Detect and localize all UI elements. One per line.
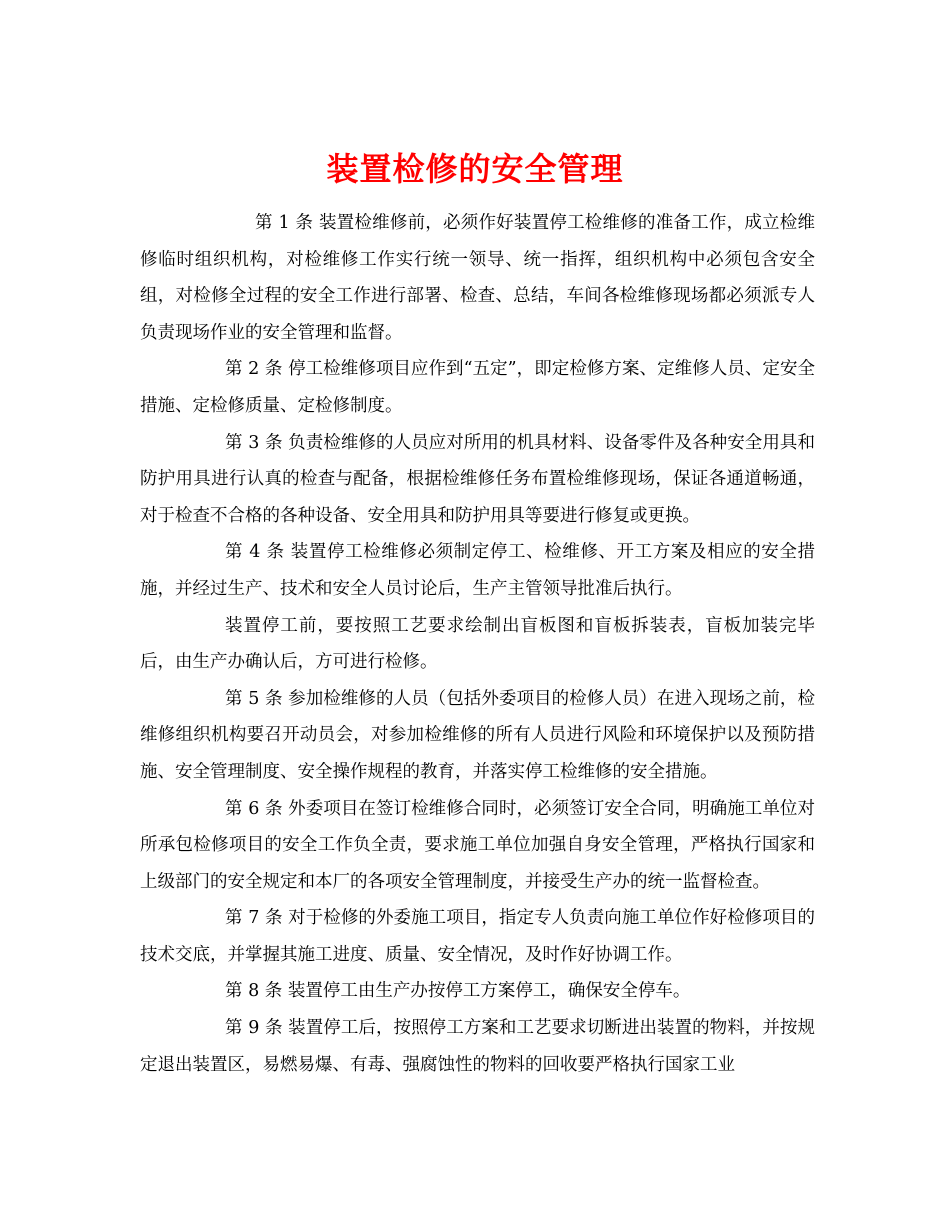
paragraph-article-8: 第 8 条 装置停工由生产办按停工方案停工，确保安全停车。 [225,981,691,1002]
paragraph-article-7: 第 7 条 对于检修的外委施工项目，指定专人负责向施工单位作好检修项目的技术交底，并掌握其施工进度、质量、安全情况，及时作好协调工作。 [140,908,815,965]
document-title: 装置检修的安全管理 [326,150,624,189]
paragraph-article-3: 第 3 条 负责检维修的人员应对所用的机具材料、设备零件及各种安全用具和防护用具进行认真的检查与配备，根据检维修任务布置检维修现场，保证各通道畅通，对于检查不合格的各种设备、安全用具和防护用具等要进行修复或更换。 [140,432,815,526]
document-body [140,205,815,1083]
paragraph-article-2: 第 2 条 停工检维修项目应作到“五定”，即定检修方案、定维修人员、定安全措施、定检修质量、定检修制度。 [140,359,815,416]
paragraph-article-1: 第 1 条 装置检维修前，必须作好装置停工检维修的准备工作，成立检维修临时组织机构，对检维修工作实行统一领导、统一指挥，组织机构中必须包含安全组，对检修全过程的安全工作进行部署、检查、总结，车间各检维修现场都必须派专人负责现场作业的安全管理和监督。 [140,213,815,343]
paragraph-article-4: 第 4 条 装置停工检维修必须制定停工、检维修、开工方案及相应的安全措施，并经过生产、技术和安全人员讨论后，生产主管领导批准后执行。 [140,542,815,599]
paragraph-article-6: 第 6 条 外委项目在签订检维修合同时，必须签订安全合同，明确施工单位对所承包检修项目的安全工作负全责，要求施工单位加强自身安全管理，严格执行国家和上级部门的安全规定和本厂的各项安全管理制度，并接受生产办的统一监督检查。 [140,798,815,892]
paragraph-article-5: 第 5 条 参加检维修的人员（包括外委项目的检修人员）在进入现场之前，检维修组织机构要召开动员会，对参加检维修的所有人员进行风险和环境保护以及预防措施、安全管理制度、安全操作规程的教育，并落实停工检维修的安全措施。 [140,688,815,782]
paragraph-article-9: 第 9 条 装置停工后，按照停工方案和工艺要求切断进出装置的物料，并按规定退出装置区，易燃易爆、有毒、强腐蚀性的物料的回收要严格执行国家工业 [140,1018,815,1075]
paragraph-blind-plate: 装置停工前，要按照工艺要求绘制出盲板图和盲板拆装表，盲板加装完毕后，由生产办确认后，方可进行检修。 [140,615,815,673]
